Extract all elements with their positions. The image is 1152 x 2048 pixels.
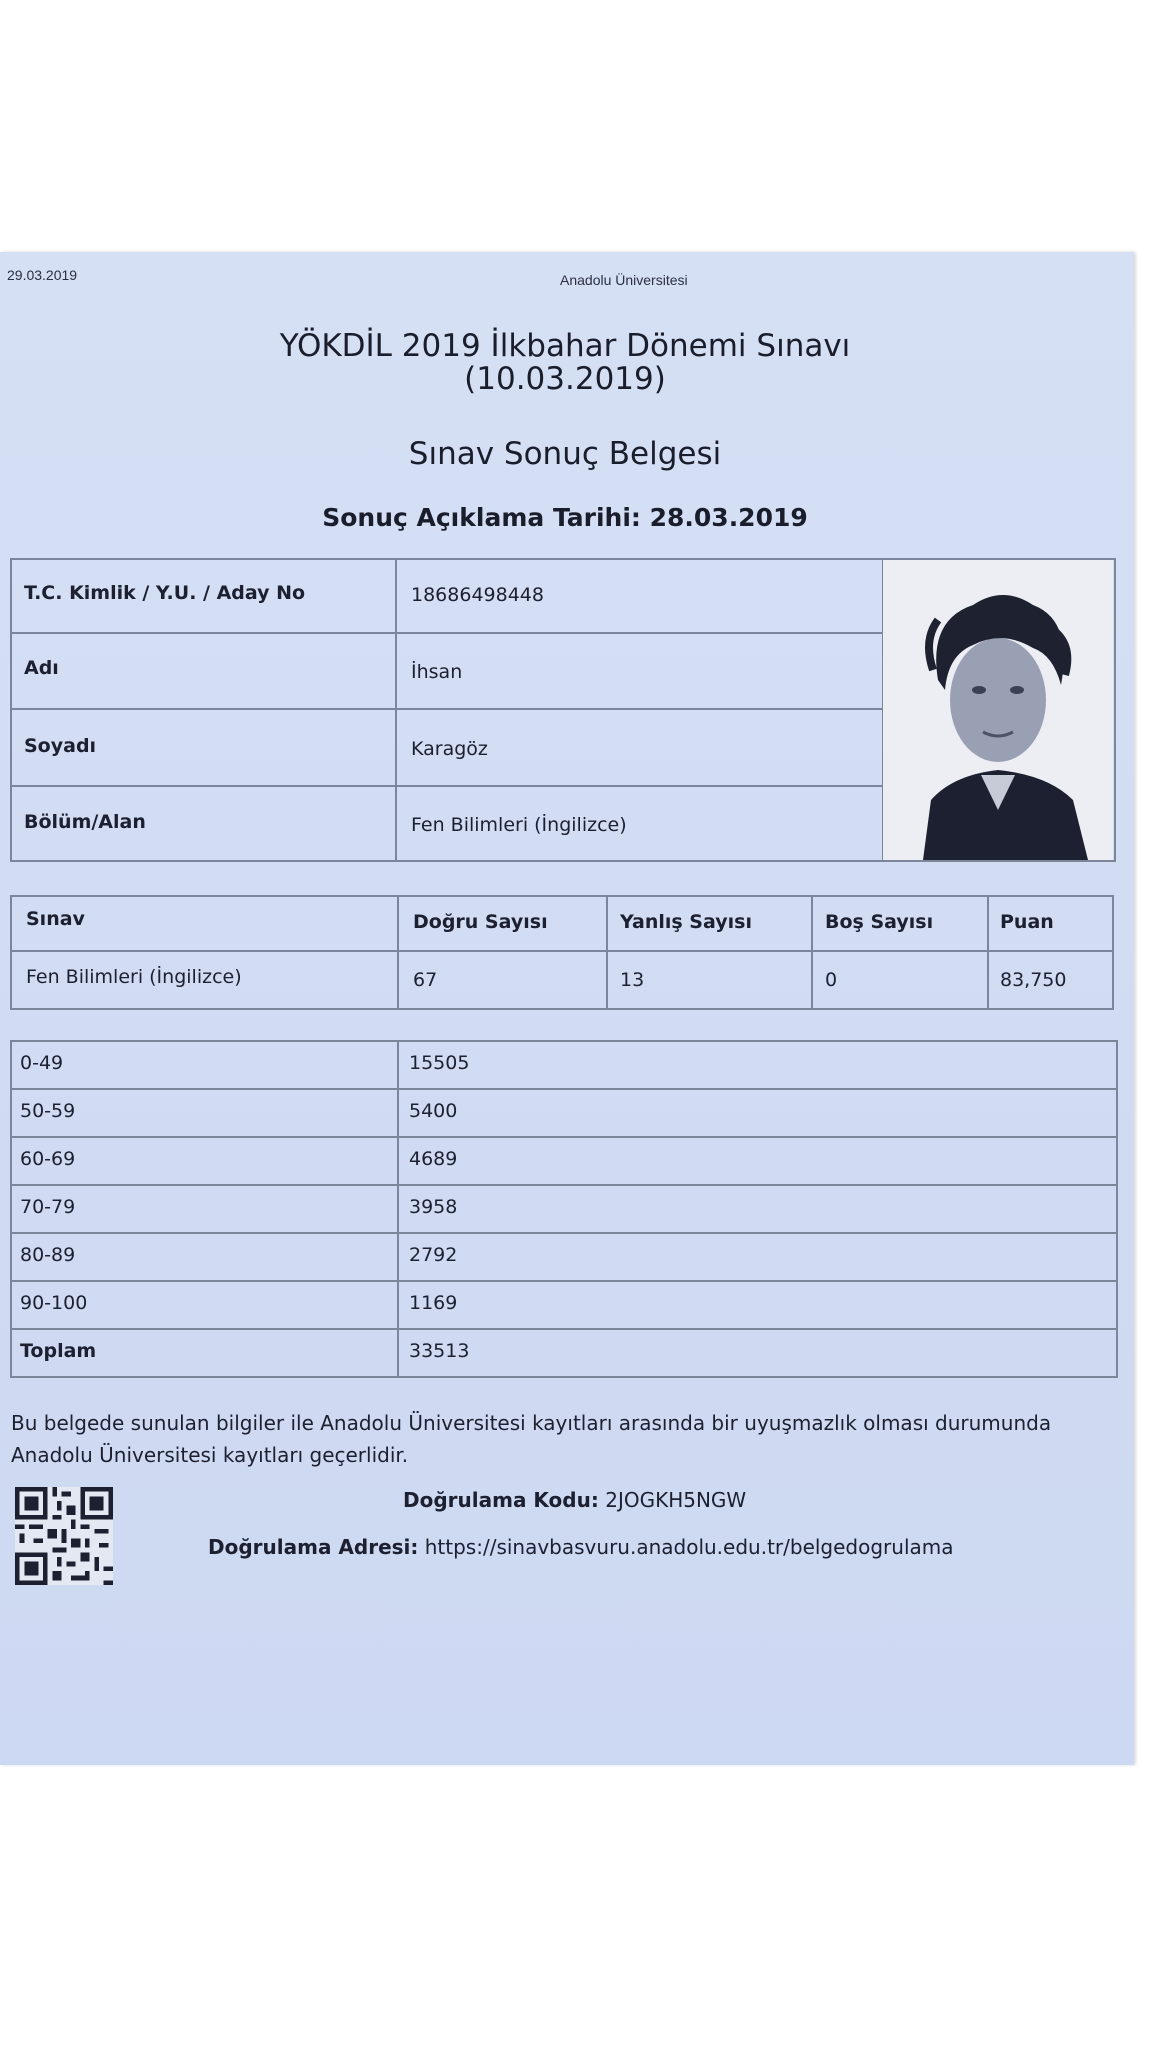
range-count: 15505	[409, 1052, 470, 1074]
score-value: 83,750	[1000, 969, 1067, 991]
result-document	[0, 252, 1134, 1765]
document-title: Sınav Sonuç Belgesi	[408, 436, 722, 472]
range-label: 70-79	[20, 1196, 76, 1218]
announcement-date: Sonuç Açıklama Tarihi: 28.03.2019	[322, 503, 808, 532]
range-label: 90-100	[20, 1292, 88, 1314]
range-count: 5400	[409, 1100, 458, 1122]
print-date: 29.03.2019	[7, 267, 78, 283]
surname-value: Karagöz	[411, 738, 488, 760]
range-count: 4689	[409, 1148, 458, 1170]
verification-address-link[interactable]: https://sinavbasvuru.anadolu.edu.tr/belgedogrulama	[424, 1535, 954, 1559]
disclaimer-note: Bu belgede sunulan bilgiler ile Anadolu Üniversitesi kayıtları arasında bir uyuşmazlık olması durumunda Anadolu Üniversitesi kayıtları geçerlidir.	[11, 1411, 1052, 1467]
range-label: 50-59	[20, 1100, 76, 1122]
verification-code-label: Doğrulama Kodu:	[403, 1488, 599, 1512]
col-header-score: Puan	[1000, 911, 1054, 933]
exam-title: YÖKDİL 2019 İlkbahar Dönemi Sınavı	[279, 328, 851, 364]
col-header-correct: Doğru Sayısı	[413, 911, 548, 933]
wrong-count: 13	[620, 969, 645, 991]
field-value: Fen Bilimleri (İngilizce)	[411, 814, 627, 836]
correct-count: 67	[413, 969, 438, 991]
range-label: 80-89	[20, 1244, 76, 1266]
col-header-wrong: Yanlış Sayısı	[620, 911, 752, 933]
verification-code-value: 2JOGKH5NGW	[605, 1488, 747, 1512]
verification-address-label: Doğrulama Adresi:	[208, 1535, 419, 1559]
name-label: Adı	[24, 657, 59, 679]
candidate-photo	[883, 560, 1113, 860]
total-label: Toplam	[20, 1340, 97, 1362]
surname-label: Soyadı	[24, 735, 97, 757]
exam-date: (10.03.2019)	[464, 361, 666, 397]
id-value: 18686498448	[411, 584, 544, 606]
id-label: T.C. Kimlik / Y.U. / Aday No	[24, 582, 306, 604]
range-count: 3958	[409, 1196, 458, 1218]
col-header-blank: Boş Sayısı	[825, 911, 934, 933]
exam-name: Fen Bilimleri (İngilizce)	[26, 966, 242, 988]
verification-code	[403, 1488, 746, 1512]
verification-address	[208, 1535, 954, 1559]
verification-qr-code[interactable]	[15, 1487, 113, 1585]
university-header: Anadolu Üniversitesi	[560, 272, 688, 288]
name-value: İhsan	[411, 661, 463, 683]
col-header-exam: Sınav	[26, 908, 85, 930]
blank-count: 0	[825, 969, 838, 991]
field-label: Bölüm/Alan	[24, 811, 146, 833]
range-label: 60-69	[20, 1148, 76, 1170]
total-count: 33513	[409, 1340, 470, 1362]
range-label: 0-49	[20, 1052, 64, 1074]
range-count: 1169	[409, 1292, 458, 1314]
range-count: 2792	[409, 1244, 458, 1266]
